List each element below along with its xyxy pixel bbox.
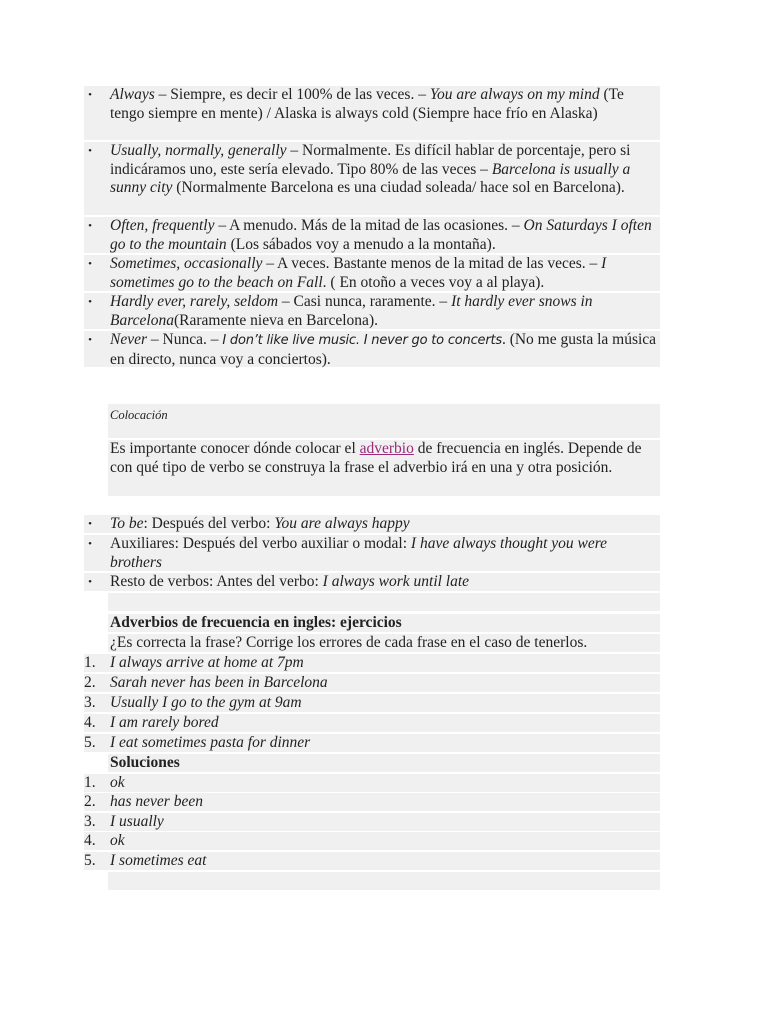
solution-item <box>84 793 660 811</box>
intro-paragraph <box>108 440 660 496</box>
exercises-title: Adverbios de frecuencia en ingles: ejercicios <box>110 614 402 631</box>
exercise-item <box>84 654 660 672</box>
solution-text: ok <box>110 832 125 849</box>
translation: (Normalmente Barcelona es una ciudad soleada/ hace sol en Barcelona). <box>172 179 625 196</box>
exercises-instruction-block <box>108 634 660 652</box>
list-item <box>84 255 660 291</box>
list-item <box>84 515 660 533</box>
translation: (Raramente nieva en Barcelona). <box>174 311 378 329</box>
adverb-term: Hardly ever, rarely, seldom <box>110 293 279 310</box>
solution-text: ok <box>110 774 125 791</box>
item-number: 2. <box>84 674 96 691</box>
adverb-term: Often, frequently <box>110 217 215 234</box>
adverb-term: Usually, normally, generally <box>110 142 287 159</box>
definition: – A veces. Bastante menos de la mitad de las veces. – <box>262 255 602 272</box>
exercise-text: Sarah never has been in Barcelona <box>110 674 328 691</box>
example: It hardly ever snows in Barcelona <box>110 293 593 329</box>
definition: – A menudo. Más de la mitad de las ocasiones. – <box>214 217 524 234</box>
exercise-text: I eat sometimes pasta for dinner <box>110 734 311 751</box>
item-number: 4. <box>84 714 96 731</box>
rule-text: : Después del verbo: <box>143 515 275 532</box>
intro-text-after: de frecuencia en inglés. Depende de con qué tipo de verbo se construya la frase el adverbio irá en una y otra posición. <box>110 440 642 476</box>
exercise-item <box>84 694 660 712</box>
bullet: • <box>88 538 92 550</box>
item-number: 5. <box>84 734 96 751</box>
section-heading-block <box>108 404 660 438</box>
translation: . ( En otoño a veces voy a al playa). <box>322 273 545 291</box>
example: Barcelona is usually a sunny city <box>110 160 631 196</box>
definition: – Siempre, es decir el 100% de las veces. – <box>154 86 430 103</box>
solution-item <box>84 813 660 831</box>
solution-item <box>84 832 660 850</box>
bullet: • <box>88 296 92 308</box>
translation: (Te tengo siempre en mente) / Alaska is always cold (Siempre hace frío en Alaska) <box>110 86 624 122</box>
exercise-text: I always arrive at home at 7pm <box>110 654 304 671</box>
bullet: • <box>88 145 92 157</box>
exercises-title-block <box>108 614 660 632</box>
translation: . (No me gusta la música en directo, nunca voy a conciertos). <box>110 331 657 368</box>
verb-type: Auxiliares <box>110 535 175 552</box>
exercise-item <box>84 674 660 692</box>
example: I sometimes go to the beach on Fall <box>110 255 607 291</box>
solution-text: I sometimes eat <box>110 852 207 869</box>
bullet: • <box>88 518 92 530</box>
verb-type: To be <box>110 515 144 532</box>
item-number: 5. <box>84 852 96 869</box>
translation: (Los sábados voy a menudo a la montaña). <box>226 235 496 253</box>
adverbio-link[interactable]: adverbio <box>359 440 414 457</box>
list-item <box>84 217 660 253</box>
rule-text: : Después del verbo auxiliar o modal: <box>174 535 411 552</box>
definition: – Normalmente. Es difícil hablar de porcentaje, pero si indicáramos uno, este sería elevado. Tipo 80% de las veces – <box>110 142 631 178</box>
solutions-title-block <box>108 754 660 772</box>
example: I have always thought you were brothers <box>110 535 608 571</box>
adverb-term: Always <box>110 86 155 103</box>
item-number: 3. <box>84 694 96 711</box>
list-item <box>84 86 660 140</box>
list-item <box>84 331 660 367</box>
exercise-text: I am rarely bored <box>110 714 219 731</box>
list-item <box>84 293 660 329</box>
item-number: 2. <box>84 793 96 810</box>
example: You are always happy <box>274 515 410 532</box>
example: On Saturdays I often go to the mountain <box>110 217 652 253</box>
exercise-item <box>84 734 660 752</box>
definition: – Nunca. – <box>147 331 223 348</box>
solutions-title: Soluciones <box>110 754 180 771</box>
item-number: 1. <box>84 654 96 671</box>
list-item <box>84 142 660 215</box>
bullet: • <box>88 576 92 588</box>
exercise-item <box>84 714 660 732</box>
adverb-term: Sometimes, occasionally <box>110 255 263 272</box>
item-number: 4. <box>84 832 96 849</box>
solution-text: I usually <box>110 813 164 830</box>
intro-text-before: Es importante conocer dónde colocar el <box>110 440 360 457</box>
bullet: • <box>88 220 92 232</box>
item-number: 1. <box>84 774 96 791</box>
section-heading: Colocación <box>110 408 168 422</box>
exercise-text: Usually I go to the gym at 9am <box>110 694 302 711</box>
list-item <box>84 535 660 571</box>
rule-text: : Antes del verbo: <box>209 573 323 590</box>
example: I don’t like live music. I never go to concerts <box>222 333 502 348</box>
example: You are always on my mind <box>429 86 600 103</box>
solution-item <box>84 852 660 870</box>
spacer <box>108 593 660 611</box>
list-item <box>84 573 660 591</box>
solution-text: has never been <box>110 793 203 810</box>
exercises-instruction: ¿Es correcta la frase? Corrige los errores de cada frase en el caso de tenerlos. <box>110 634 588 651</box>
adverb-term: Never <box>110 331 148 348</box>
bullet: • <box>88 89 92 101</box>
bullet: • <box>88 334 92 346</box>
spacer <box>108 872 660 890</box>
bullet: • <box>88 258 92 270</box>
solution-item <box>84 774 660 792</box>
verb-type: Resto de verbos <box>110 573 210 590</box>
definition: – Casi nunca, raramente. – <box>278 293 452 310</box>
item-number: 3. <box>84 813 96 830</box>
example: I always work until late <box>322 573 470 590</box>
